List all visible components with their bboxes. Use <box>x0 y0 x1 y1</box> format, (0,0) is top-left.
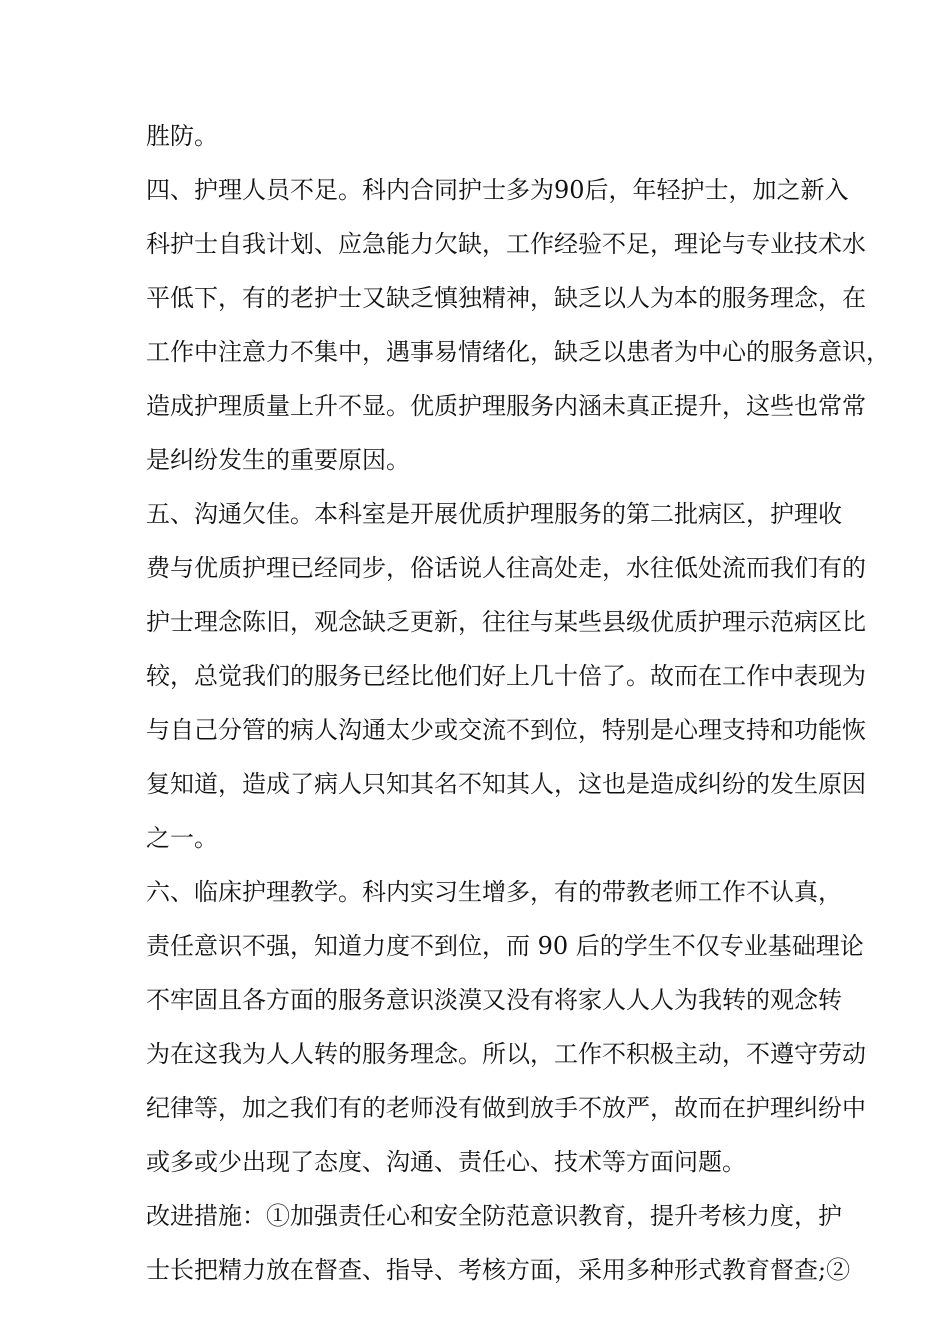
text-line: 科护士自我计划、应急能力欠缺，工作经验不足，理论与专业技术水 <box>146 230 866 258</box>
text-line: 是纠纷发生的重要原因。 <box>146 446 410 474</box>
text-line: 平低下，有的老护士又缺乏慎独精神，缺乏以人为本的服务理念，在 <box>146 284 866 312</box>
text-line: 六、临床护理教学。科内实习生增多，有的带教老师工作不认真， <box>146 878 842 906</box>
text-line: 工作中注意力不集中，遇事易情绪化，缺乏以患者为中心的服务意识， <box>146 338 890 366</box>
text-line: 胜防。 <box>146 122 218 150</box>
text-line: 护士理念陈旧，观念缺乏更新，往往与某些县级优质护理示范病区比 <box>146 608 866 636</box>
text-line: 费与优质护理已经同步，俗话说人往高处走，水往低处流而我们有的 <box>146 554 866 582</box>
text-line: 责任意识不强，知道力度不到位，而 90 后的学生不仅专业基础理论 <box>146 932 864 960</box>
text-line: 改进措施：①加强责任心和安全防范意识教育，提升考核力度，护 <box>146 1202 842 1230</box>
text-line: 之一。 <box>146 824 218 852</box>
text-line: 纪律等，加之我们有的老师没有做到放手不放严，故而在护理纠纷中 <box>146 1094 866 1122</box>
text-line: 为在这我为人人转的服务理念。所以，工作不积极主动，不遵守劳动 <box>146 1040 866 1068</box>
text-line: 复知道，造成了病人只知其名不知其人，这也是造成纠纷的发生原因 <box>146 770 866 798</box>
text-line: 不牢固且各方面的服务意识淡漠又没有将家人人人为我转的观念转 <box>146 986 842 1014</box>
text-line: 造成护理质量上升不显。优质护理服务内涵未真正提升，这些也常常 <box>146 392 866 420</box>
text-line: 四、护理人员不足。科内合同护士多为90后，年轻护士，加之新入 <box>146 176 849 204</box>
text-line: 与自己分管的病人沟通太少或交流不到位，特别是心理支持和功能恢 <box>146 716 866 744</box>
text-line: 较，总觉我们的服务已经比他们好上几十倍了。故而在工作中表现为 <box>146 662 866 690</box>
text-line: 或多或少出现了态度、沟通、责任心、技术等方面问题。 <box>146 1148 746 1176</box>
text-line: 五、沟通欠佳。本科室是开展优质护理服务的第二批病区，护理收 <box>146 500 842 528</box>
text-line: 士长把精力放在督查、指导、考核方面，采用多种形式教育督查;② <box>146 1256 851 1284</box>
